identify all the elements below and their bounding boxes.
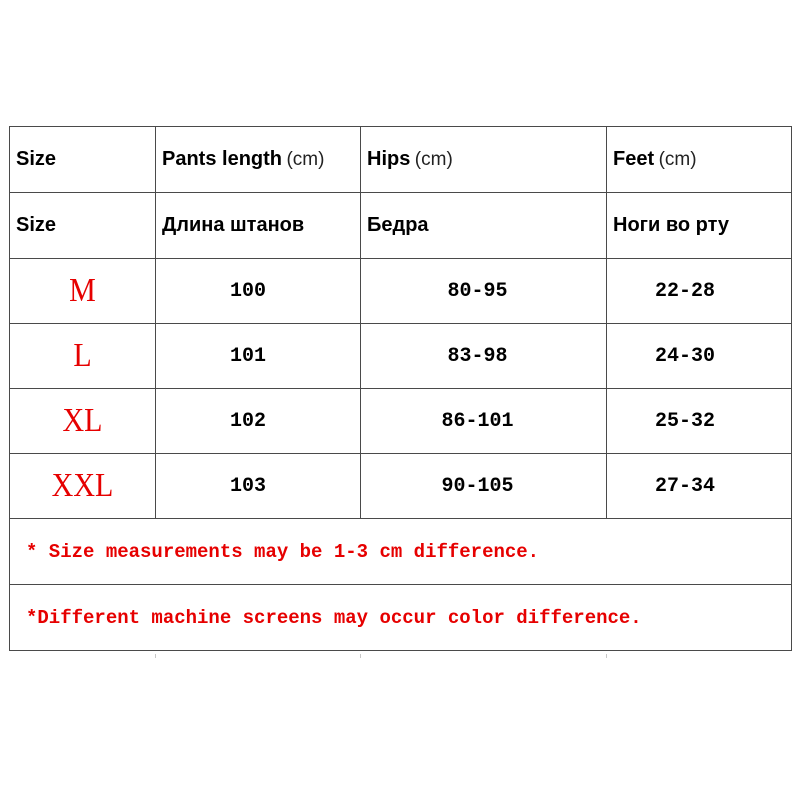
pants-length-value: 103: [229, 474, 266, 498]
pants-length-value: 100: [229, 279, 266, 303]
color-note: *Different machine screens may occur color difference.: [26, 606, 642, 629]
feet-value: 22-28: [654, 279, 715, 303]
header-hips-label: Hips: [367, 148, 411, 170]
header-ru-feet-cell: [607, 193, 792, 259]
header-ru-hips-label: Бедра: [367, 214, 429, 236]
header-ru-feet-label: Ноги во рту: [613, 214, 730, 236]
table-row: [10, 324, 792, 389]
header-ru-pants-length-cell: [156, 193, 361, 259]
feet-value: 25-32: [654, 409, 715, 433]
divider-tick: [155, 654, 156, 658]
header-ru-size-cell: [10, 193, 156, 259]
table-row: [10, 454, 792, 519]
size-code: L: [73, 336, 92, 374]
header-pants-length-label: Pants length: [162, 148, 283, 170]
header-hips-unit: (cm): [414, 149, 453, 170]
hips-value: 83-98: [447, 344, 508, 368]
header-ru-size-label: Size: [16, 214, 57, 236]
feet-value: 27-34: [654, 474, 715, 498]
header-pants-length-cell: [156, 127, 361, 193]
header-ru-pants-length-label: Длина штанов: [162, 214, 305, 236]
feet-value: 24-30: [654, 344, 715, 368]
size-code: M: [69, 271, 96, 309]
divider-tick: [606, 654, 607, 658]
pants-length-value: 102: [229, 409, 266, 433]
size-table: [9, 126, 792, 651]
header-feet-cell: [607, 127, 792, 193]
hips-value: 80-95: [447, 279, 508, 303]
hips-value: 90-105: [441, 474, 514, 498]
header-row-english: [10, 127, 792, 193]
divider-ticks: [9, 654, 791, 660]
header-ru-hips-cell: [361, 193, 607, 259]
size-chart: [9, 126, 791, 654]
hips-value: 86-101: [441, 409, 514, 433]
header-row-russian: [10, 193, 792, 259]
header-pants-length-unit: (cm): [286, 149, 325, 170]
header-hips-cell: [361, 127, 607, 193]
size-code: XXL: [51, 466, 114, 504]
size-code: XL: [62, 401, 103, 439]
note-row-color: [10, 585, 792, 651]
header-feet-label: Feet: [613, 148, 655, 170]
header-size-label: Size: [16, 148, 57, 170]
measurement-note: * Size measurements may be 1-3 cm difference.: [26, 540, 540, 563]
note-row-measurement: [10, 519, 792, 585]
pants-length-value: 101: [229, 344, 266, 368]
table-row: [10, 389, 792, 454]
header-size-cell: [10, 127, 156, 193]
table-row: [10, 259, 792, 324]
divider-tick: [360, 654, 361, 658]
header-feet-unit: (cm): [658, 149, 697, 170]
